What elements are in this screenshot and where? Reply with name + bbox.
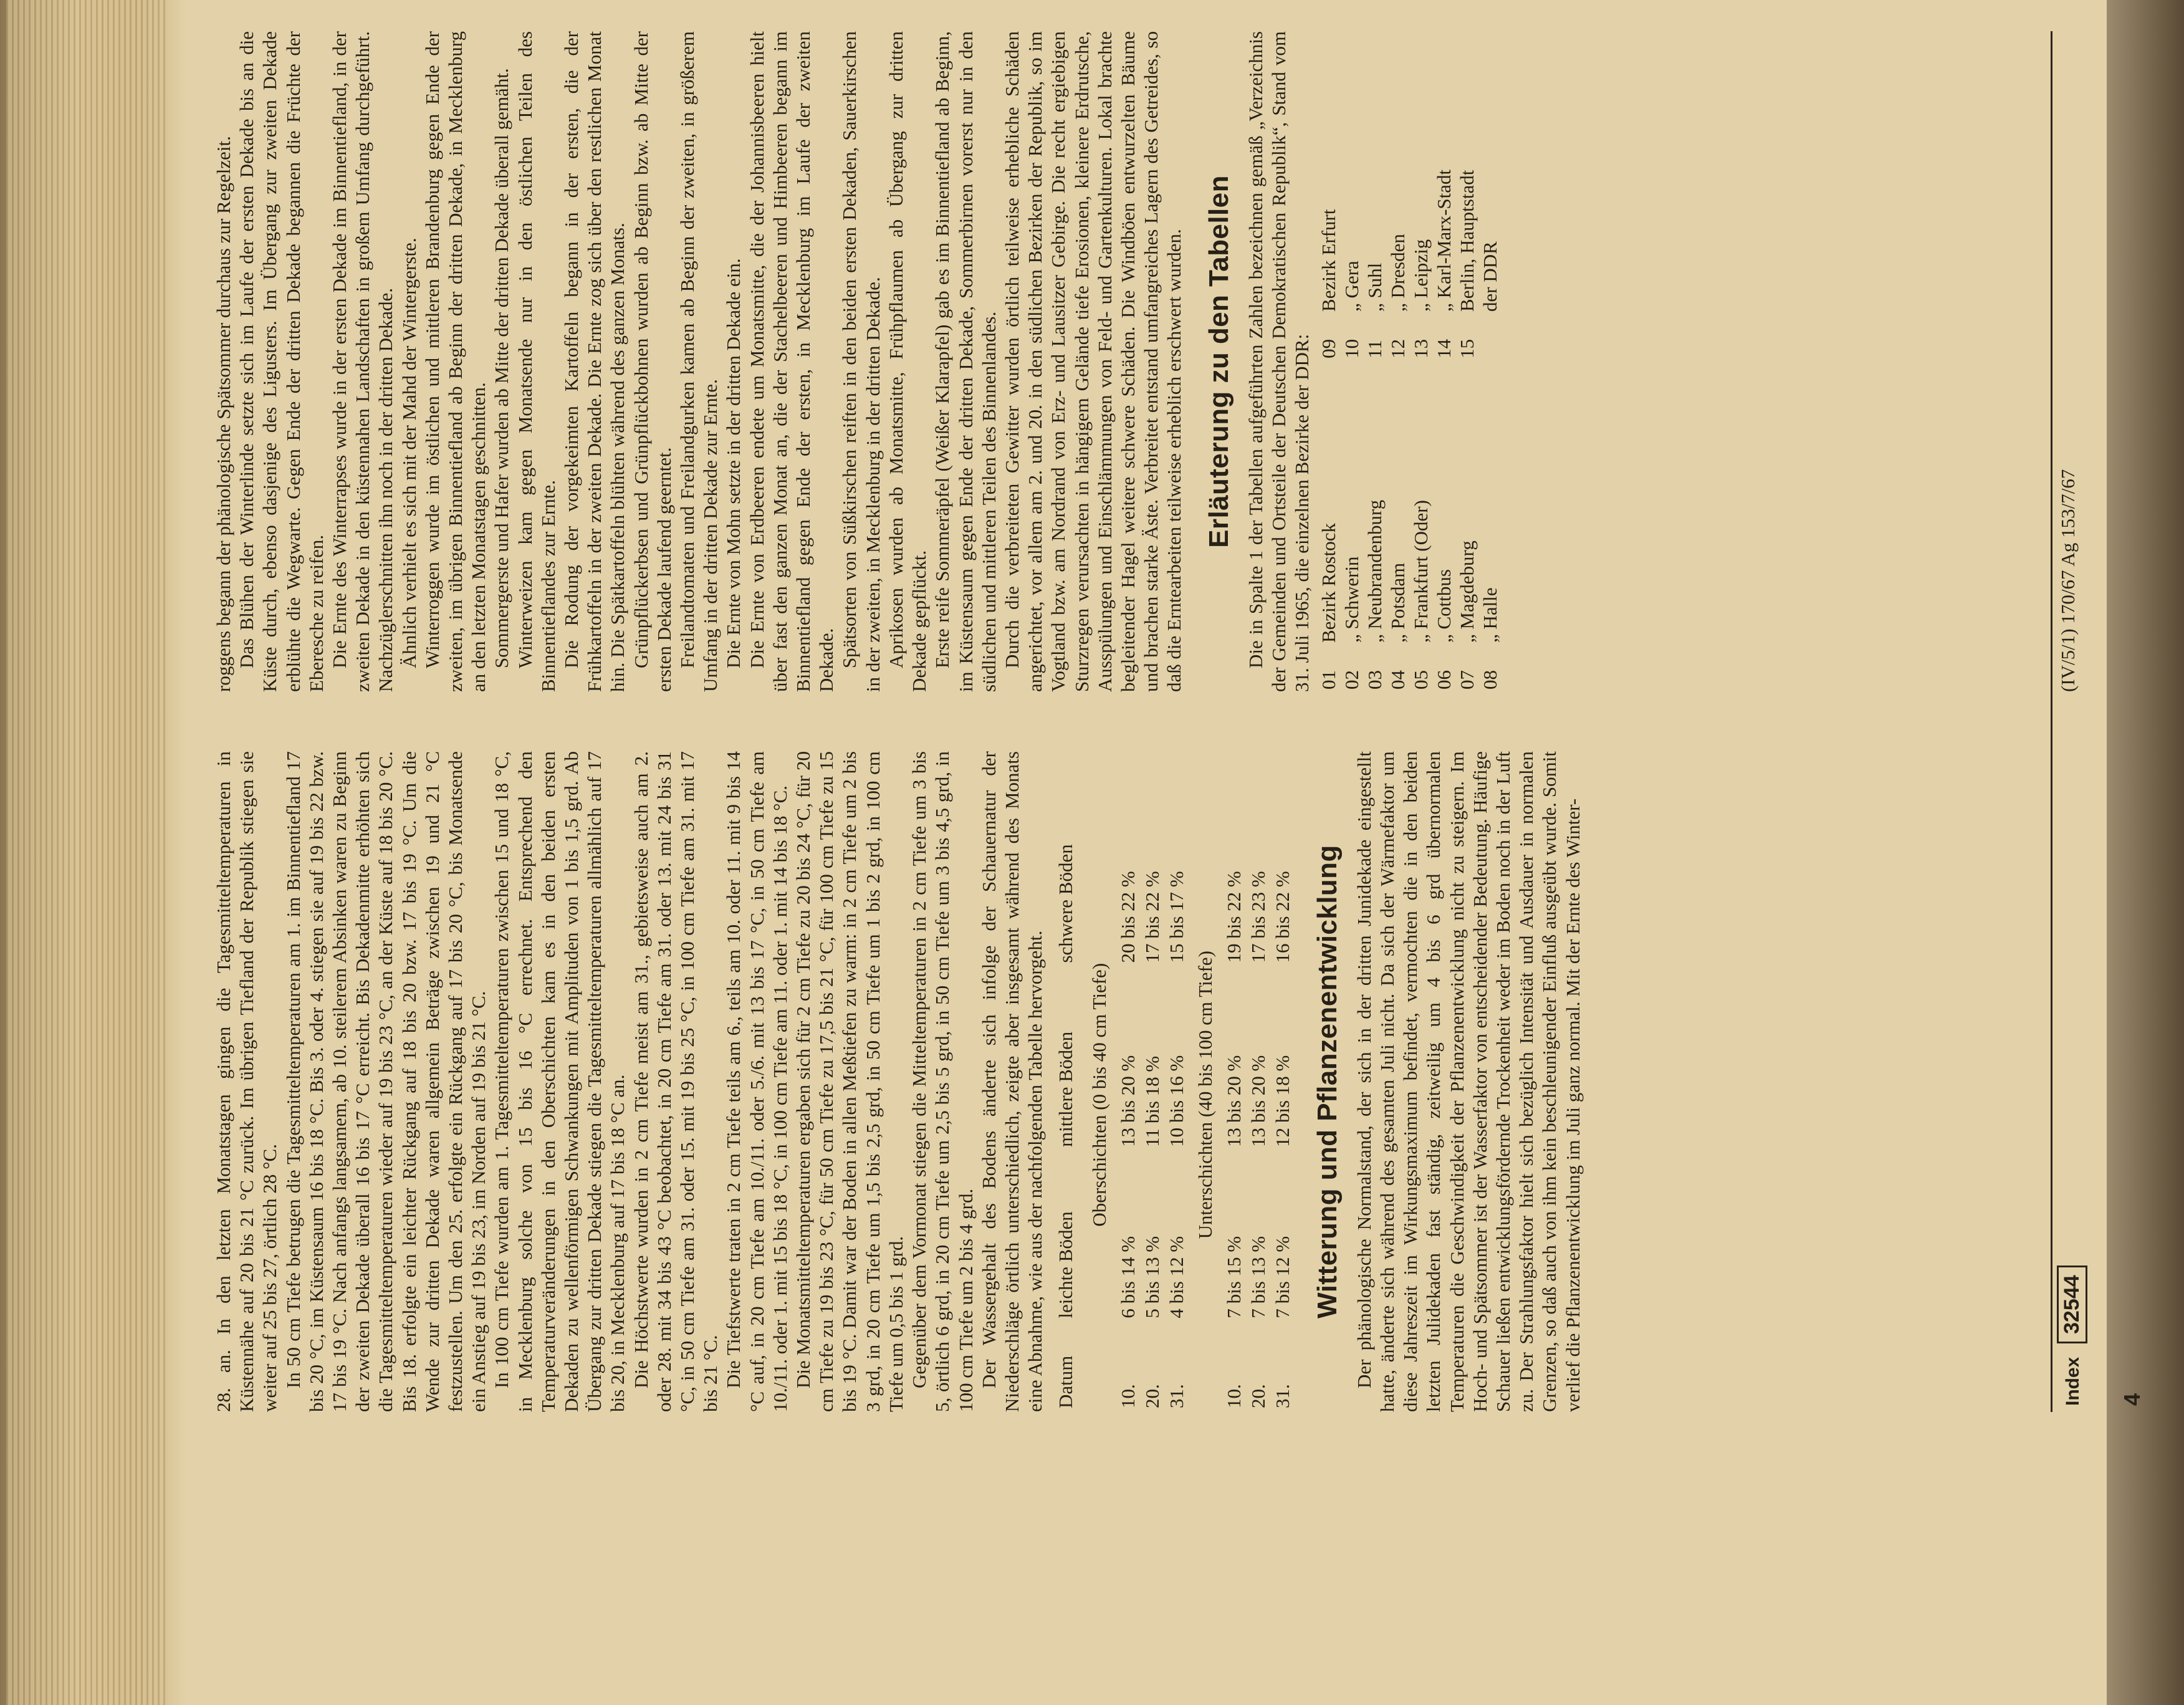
table-header: Datum — [1055, 1355, 1077, 1408]
paragraph: Der phänologische Normalstand, der sich in der dritten Junidekade eingestellt hatte, änderte sich während des gesamten Juli nicht. Da sich der Wärmefaktor um diese Jahreszeit im Wirkungsmaximum befindet, vermochten die in den beiden letzten Julidekaden fast ständig, zeitweilig um 4 bis 6 grd übernormalen Temperaturen die Geschwindigkeit der Pflanzenentwicklung nicht zu steigern. Im Hoch- und Spätsommer ist der Wasserfaktor von entscheidender Bedeutung. Häufige Schauer ließen entwicklungsfördernde Trockenheit weder im Boden noch in der Luft zu. Der Strahlungsfaktor hielt sich bezüglich Intensität und Ausdauer in normalen Grenzen, so daß auch von ihm kein beschleunigender Einfluß ausgeübt wurde. Somit verlief die Pflanzenentwicklung im Juli ganz normal. Mit der Ernte des Winter- — [1353, 751, 1584, 1412]
table-header: leichte Böden — [1055, 1211, 1077, 1318]
list-item: 05 „ Frankfurt (Oder) 13 „ Leipzig — [1410, 239, 1432, 689]
book-spine — [2107, 0, 2184, 1705]
section-heading: Erläuterung zu den Tabellen — [1203, 175, 1234, 548]
table-row: 20. 7 bis 13 % 13 bis 20 % 17 bis 23 % — [1247, 871, 1269, 1408]
paragraph: Die Ernte des Winterrapses wurde in der ersten Dekade im Binnentiefland, in der zweiten Dekade in den küstennahen Landschaften in großem Umfang durchgeführt. Nachzüglerschnitten ihn noch in der dritten Dekade. — [328, 31, 397, 692]
paragraph: Freilandtomaten und Freilandgurken kamen ab Beginn der zweiten, in größerem Umfang in der dritten Dekade zur Ernte. — [676, 31, 722, 692]
district-list — [1317, 31, 1502, 692]
paragraph: Winterweizen kam gegen Monatsende nur in den östlichen Teilen des Binnentieflandes zur Ernte. — [514, 31, 559, 692]
table-subheading: Oberschichten (0 bis 40 cm Tiefe) — [1088, 963, 1110, 1227]
paragraph: Spätsorten von Süßkirschen reiften in den beiden ersten Dekaden, Sauerkirschen in der zweiten, in Mecklenburg in der dritten Dekade. — [838, 31, 884, 692]
column-right — [212, 31, 1502, 692]
print-note: (IV/5/1) 170/67 Ag 153/7/67 — [2057, 469, 2079, 692]
table-row: 31. 7 bis 12 % 12 bis 18 % 16 bis 22 % — [1271, 871, 1293, 1408]
list-item: 04 „ Potsdam 12 „ Dresden — [1387, 234, 1409, 689]
column-left — [212, 751, 1584, 1412]
index-block — [2057, 1266, 2087, 1406]
paragraph: Der Wassergehalt des Bodens änderte sich infolge der Schauernatur der Niederschläge örtlich unterschiedlich, zeigte aber insgesamt während des Monats eine Abnahme, wie aus der nachfolgenden Tabelle hervorgeht. — [977, 751, 1046, 1412]
list-item: 06 „ Cottbus 14 „ Karl-Marx-Stadt — [1433, 169, 1455, 689]
paragraph: Die in Spalte 1 der Tabellen aufgeführten Zahlen bezeichnen gemäß „Verzeichnis der Gemeinden und Ortsteile der Deutschen Demokratischen Republik“, Stand vom 31. Juli 1965, die einzelnen Bezirke der DDR: — [1244, 31, 1313, 692]
paragraph: Erste reife Sommeräpfel (Weißer Klarapfel) gab es im Binnentiefland ab Beginn, im Küstensaum gegen Ende der dritten Dekade, Sommerbirnen vorerst nur in den südlichen und mittleren Teilen des Binnenlandes. — [931, 31, 1000, 692]
list-item: 08 „ Halle der DDR — [1479, 241, 1502, 689]
index-number: 32544 — [2057, 1266, 2087, 1343]
paragraph: Aprikosen wurden ab Monatsmitte, Frühpflaumen ab Übergang zur dritten Dekade gepflückt. — [884, 31, 931, 692]
footer-rule — [2051, 31, 2052, 1412]
paragraph: Durch die verbreiteten Gewitter wurden örtlich teilweise erhebliche Schäden angerichtet, vor allem am 2. und 20. in den südlichen Bezirken der Republik, so im Vogtland bzw. am Nordrand von Erz- und Lausitzer Gebirge. Die recht ergiebigen Sturzregen verursachten in hängigem Gelände tiefe Erosionen, kleinere Erdrutsche, Ausspülungen und Einschlämmungen von Feld- und Gartenkulturen. Lokal brachte begleitender Hagel weitere schwere Schäden. Die Windböen entwurzelten Bäume und brachen starke Äste. Verbreitet entstand umfangreiches Lagern des Getreides, so daß die Erntearbeiten teilweise erheblich erschwert wurden. — [1000, 31, 1185, 692]
list-item: 07 „ Magdeburg 15 Berlin, Hauptstadt — [1456, 170, 1478, 689]
paragraph: 28. an. In den letzten Monatstagen gingen die Tagesmitteltemperaturen in Küstennähe auf 20 bis 21 °C zurück. Im übrigen Tiefland der Republik stiegen sie weiter auf 25 bis 27, örtlich 28 °C. — [213, 751, 281, 1412]
table-subheading: Unterschichten (40 bis 100 cm Tiefe) — [1194, 951, 1216, 1239]
soil-water-table — [1053, 777, 1294, 1412]
page-edges — [0, 0, 187, 1705]
paragraph: Grünpflückerbsen und Grünpflückbohnen wurden ab Beginn bzw. ab Mitte der ersten Dekade laufend geerntet. — [630, 31, 675, 692]
paragraph: Ähnlich verhielt es sich mit der Mahd der Wintergerste. — [398, 238, 420, 668]
table-row: 10. 7 bis 15 % 13 bis 20 % 19 bis 22 % — [1222, 871, 1245, 1408]
paragraph: In 100 cm Tiefe wurden am 1. Tagesmitteltemperaturen zwischen 15 und 18 °C, in Mecklenburg solche von 15 bis 16 °C errechnet. Entsprechend den Temperaturveränderungen in den Oberschichten kam es in den beiden ersten Dekaden zu wellenförmigen Schwankungen mit Amplituden von 1 bis 1,5 grd. Ab Übergang zur dritten Dekade stiegen die Tagesmitteltemperaturen allmählich auf 17 bis 20, in Mecklenburg auf 17 bis 18 °C an. — [491, 751, 629, 1412]
paragraph: Das Blühen der Winterlinde setzte sich im Laufe der ersten Dekade bis an die Küste durch, ebenso dasjenige des Ligusters. Im Übergang zur zweiten Dekade erblühte die Wegwarte. Gegen Ende der dritten Dekade begannen die Früchte der Eberesche zu reifen. — [236, 31, 327, 692]
index-label: Index — [2062, 1357, 2083, 1406]
page-number: 4 — [2119, 1393, 2145, 1406]
list-item: 02 „ Schwerin 10 „ Gera — [1341, 261, 1363, 689]
list-item: 01 Bezirk Rostock 09 Bezirk Erfurt — [1318, 209, 1340, 689]
list-item: 03 „ Neubrandenburg 11 „ Suhl — [1364, 262, 1386, 689]
paragraph: Die Ernte von Mohn setzte in der dritten Dekade ein. — [722, 258, 745, 668]
section-heading: Witterung und Pflanzenentwicklung — [1311, 845, 1343, 1318]
paragraph: Sommergerste und Hafer wurden ab Mitte der dritten Dekade überall gemäht. — [491, 68, 513, 668]
paragraph: Die Ernte von Erdbeeren endete um Monatsmitte, die der Johannisbeeren hielt über fast den ganzen Monat an, die der Stachelbeeren und Himbeeren begann im Binnentiefland gegen Ende der ersten, in Mecklenburg im Laufe der zweiten Dekade. — [745, 31, 838, 692]
paragraph: Gegenüber dem Vormonat stiegen die Mitteltemperaturen in 2 cm Tiefe um 3 bis 5, örtlich 6 grd, in 20 cm Tiefe um 2,5 bis 5 grd, in 50 cm Tiefe um 3 bis 4,5 grd, in 100 cm Tiefe um 2 bis 4 grd. — [908, 751, 977, 1412]
paragraph: In 50 cm Tiefe betrugen die Tagesmitteltemperaturen am 1. im Binnentiefland 17 bis 20 °C, im Küstensaum 16 bis 18 °C. Bis 3. oder 4. stiegen sie auf 19 bis 22 bzw. 17 bis 19 °C. Nach anfangs langsamem, ab 10. steilerem Absinken waren zu Beginn der zweiten Dekade überall 16 bis 17 °C erreicht. Bis Dekadenmitte erhöhten sich die Tagesmitteltemperaturen wieder auf 19 bis 23 °C, an der Küste auf 18 bis 20 °C. Bis 18. erfolgte ein leichter Rückgang auf 18 bis 20 bzw. 17 bis 19 °C. Um die Wende zur dritten Dekade waren allgemein Beträge zwischen 19 und 21 °C festzustellen. Um den 25. erfolgte ein Rückgang auf 17 bis 20 °C, bis Monatsende ein Anstieg auf 19 bis 23, im Norden auf 19 bis 21 °C. — [282, 751, 490, 1412]
paragraph: Die Höchstwerte wurden in 2 cm Tiefe meist am 31., gebietsweise auch am 2. oder 28. mit 34 bis 43 °C beobachtet, in 20 cm Tiefe am 31. oder 13. mit 24 bis 31 °C, in 50 cm Tiefe am 31. oder 15. mit 19 bis 25 °C, in 100 cm Tiefe am 31. mit 17 bis 21 °C. — [630, 751, 722, 1412]
paragraph: Die Monatsmitteltemperaturen ergaben sich für 2 cm Tiefe zu 20 bis 24 °C, für 20 cm Tiefe zu 19 bis 23 °C, für 50 cm Tiefe zu 17,5 bis 21 °C, für 100 cm Tiefe zu 15 bis 19 °C. Damit war der Boden in allen Meßtiefen zu warm: in 2 cm Tiefe um 2 bis 3 grd, in 20 cm Tiefe um 1,5 bis 2,5 grd, in 50 cm Tiefe um 1 bis 2 grd, in 100 cm Tiefe um 0,5 bis 1 grd. — [792, 751, 907, 1412]
paragraph: Winterroggen wurde im östlichen und mittleren Brandenburg gegen Ende der zweiten, im übrigen Binnentiefland ab Beginn der dritten Dekade, in Mecklenburg an den letzten Monatstagen geschnitten. — [421, 31, 490, 692]
table-row: 31. 4 bis 12 % 10 bis 16 % 15 bis 17 % — [1165, 871, 1187, 1408]
table-header: schwere Böden — [1055, 844, 1077, 963]
paragraph: Die Tiefstwerte traten in 2 cm Tiefe teils am 6., teils am 10. oder 11. mit 9 bis 14 °C auf, in 20 cm Tiefe am 10./11. oder 5./6. mit 13 bis 17 °C, in 50 cm Tiefe am 10./11. oder 1. mit 15 bis 18 °C, in 100 cm Tiefe am 11. oder 1. mit 14 bis 18 °C. — [722, 751, 791, 1412]
paragraph: roggens begann der phänologische Spätsommer durchaus zur Regelzeit. — [213, 136, 234, 692]
paragraph: Die Rodung der vorgekeimten Kartoffeln begann in der ersten, die der Frühkartoffeln in der zweiten Dekade. Die Ernte zog sich über den restlichen Monat hin. Die Spätkartoffeln blühten während des ganzen Monats. — [560, 31, 629, 692]
table-header: mittlere Böden — [1055, 1031, 1077, 1147]
table-row: 20. 5 bis 13 % 11 bis 18 % 17 bis 22 % — [1141, 871, 1163, 1408]
table-row: 10. 6 bis 14 % 13 bis 20 % 20 bis 22 % — [1116, 871, 1139, 1408]
